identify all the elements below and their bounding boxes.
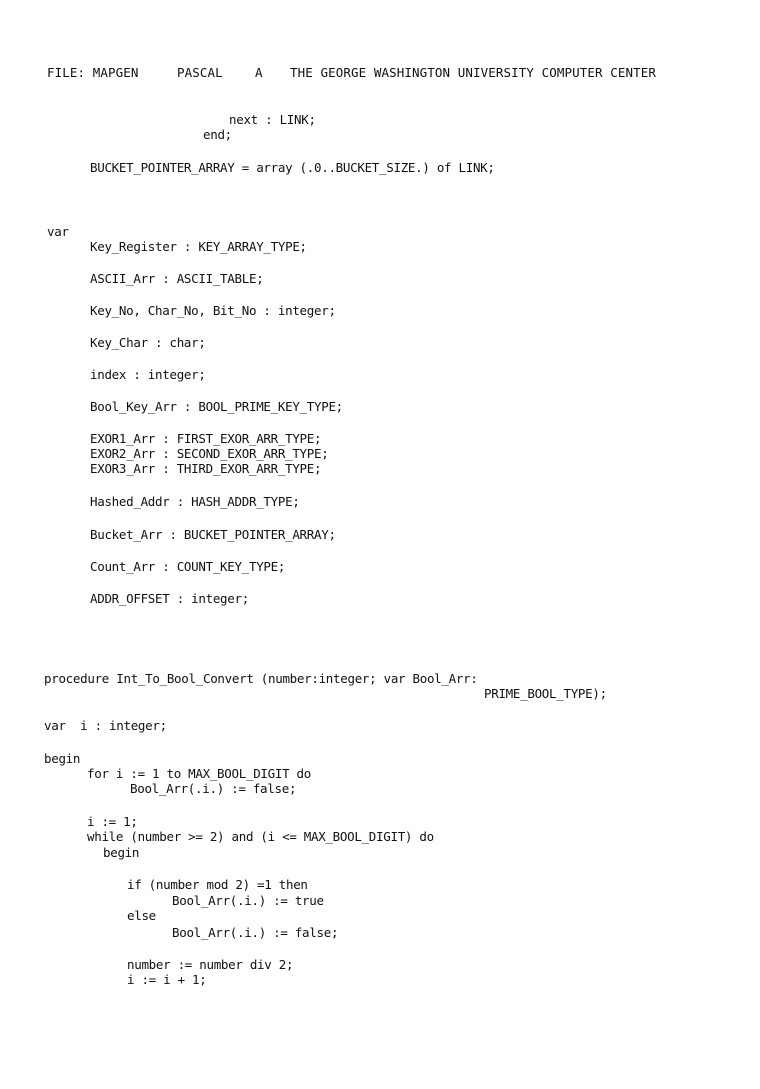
code-line: EXOR3_Arr : THIRD_EXOR_ARR_TYPE; — [90, 461, 322, 476]
code-line: begin — [103, 845, 140, 860]
code-line: ASCII_Arr : ASCII_TABLE; — [90, 271, 264, 286]
code-line: Bool_Arr(.i.) := false; — [172, 925, 339, 940]
code-line: Hashed_Addr : HASH_ADDR_TYPE; — [90, 494, 300, 509]
code-line: end; — [203, 127, 232, 142]
file-language: PASCAL — [177, 65, 223, 80]
code-line: for i := 1 to MAX_BOOL_DIGIT do — [87, 766, 311, 781]
code-line: var — [47, 224, 69, 239]
code-line: BUCKET_POINTER_ARRAY = array (.0..BUCKET_SIZE.) of LINK; — [90, 160, 495, 175]
code-line: Count_Arr : COUNT_KEY_TYPE; — [90, 559, 286, 574]
code-line: i := 1; — [87, 814, 138, 829]
code-line: index : integer; — [90, 367, 206, 382]
code-line: begin — [44, 751, 81, 766]
code-line: i := i + 1; — [127, 972, 207, 987]
code-line: PRIME_BOOL_TYPE); — [484, 686, 607, 701]
code-line: var i : integer; — [44, 718, 167, 733]
code-line: Key_Register : KEY_ARRAY_TYPE; — [90, 239, 307, 254]
code-line: Key_Char : char; — [90, 335, 206, 350]
code-line: procedure Int_To_Bool_Convert (number:integer; var Bool_Arr: — [44, 671, 478, 686]
code-line: number := number div 2; — [127, 957, 294, 972]
code-line: Bool_Arr(.i.) := false; — [130, 781, 297, 796]
code-line: Bucket_Arr : BUCKET_POINTER_ARRAY; — [90, 527, 336, 542]
institution-name: THE GEORGE WASHINGTON UNIVERSITY COMPUTER CENTER — [290, 65, 657, 80]
file-name: FILE: MAPGEN — [47, 65, 139, 80]
code-line: Key_No, Char_No, Bit_No : integer; — [90, 303, 336, 318]
code-line: if (number mod 2) =1 then — [127, 877, 308, 892]
code-line: Bool_Key_Arr : BOOL_PRIME_KEY_TYPE; — [90, 399, 343, 414]
code-line: EXOR1_Arr : FIRST_EXOR_ARR_TYPE; — [90, 431, 322, 446]
code-line: next : LINK; — [229, 112, 316, 127]
code-line: EXOR2_Arr : SECOND_EXOR_ARR_TYPE; — [90, 446, 329, 461]
code-line: Bool_Arr(.i.) := true — [172, 893, 324, 908]
code-line: ADDR_OFFSET : integer; — [90, 591, 249, 606]
code-line: while (number >= 2) and (i <= MAX_BOOL_DIGIT) do — [87, 829, 434, 844]
file-mode: A — [255, 65, 263, 80]
code-line: else — [127, 908, 156, 923]
